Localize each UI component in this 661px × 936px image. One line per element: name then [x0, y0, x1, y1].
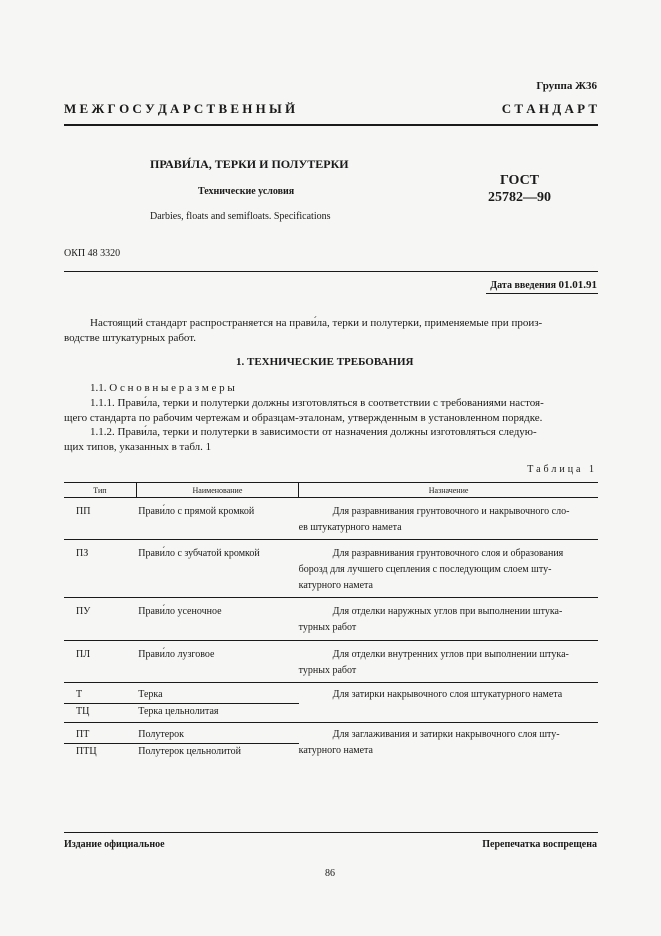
name-cell: Прави́ло усеночное: [138, 606, 222, 617]
header-type: Тип: [64, 483, 136, 498]
table-row: [64, 540, 598, 598]
purpose-cell-cont: катурного намета: [298, 580, 373, 591]
type-cell: ПТ: [76, 729, 90, 740]
type-cell: Т: [76, 689, 83, 700]
purpose-cell: Для заглаживания и затирки накрывочного слоя шту-: [332, 729, 560, 740]
date-underline: [486, 293, 598, 294]
name-cell: Прави́ло с зубчатой кромкой: [138, 548, 260, 559]
english-title: Darbies, floats and semifloats. Specifications: [150, 211, 331, 222]
types-table: [64, 482, 598, 763]
group-code: Группа Ж36: [536, 80, 597, 92]
standard-banner: [64, 101, 597, 117]
purpose-cell: Для затирки накрывочного слоя штукатурного намета: [332, 689, 563, 700]
document-subtitle: Технические условия: [198, 186, 295, 197]
clause-1-1-2-line-1: 1.1.2. Прави́ла, терки и полутерки в зависимости от назначения должны изготовляться следую-: [90, 426, 537, 438]
purpose-cell: Для разравнивания грунтовочного и накрывочного сло-: [332, 506, 570, 517]
banner-word-interstate: М Е Ж Г О С У Д А Р С Т В Е Н Н Ы Й: [64, 101, 296, 116]
purpose-cell-cont: турных работ: [298, 665, 357, 676]
purpose-cell-cont: борозд для лучшего сцепления с последующим слоем шту-: [298, 564, 552, 575]
type-cell: ТЦ: [64, 703, 136, 720]
name-cell: Терка цельнолитая: [136, 703, 298, 720]
page-number: 86: [325, 868, 335, 879]
name-cell: Полутерок цельнолитой: [136, 743, 298, 760]
type-cell: ПТЦ: [64, 743, 136, 760]
footer-rule: [64, 832, 598, 833]
purpose-cell-cont: ев штукатурного намета: [298, 522, 402, 533]
table-row: [64, 683, 598, 723]
type-cell: ПУ: [76, 606, 91, 617]
banner-word-standard: С Т А Н Д А Р Т: [501, 101, 597, 116]
clause-1-1-1-line-1: 1.1.1. Прави́ла, терки и полутерки должны изготовляться в соответствии с требованиями настоя-: [90, 397, 544, 409]
table-row: [64, 598, 598, 641]
okp-code: ОКП 48 3320: [64, 248, 121, 259]
table-header-row: [64, 483, 598, 498]
name-cell: Полутерок: [138, 729, 185, 740]
banner-rule: [64, 124, 598, 126]
purpose-cell-cont: катурного намета: [298, 745, 373, 756]
purpose-cell: Для отделки наружных углов при выполнении штука-: [332, 606, 563, 617]
effective-date: [490, 279, 597, 291]
purpose-cell: Для отделки внутренних углов при выполнении штука-: [332, 649, 569, 660]
header-rule: [64, 271, 598, 272]
table-row: [64, 723, 598, 763]
footer-reprint-prohibited: Перепечатка воспрещена: [482, 839, 597, 850]
table-row: [64, 498, 598, 540]
clause-1-1-1-line-2: щего стандарта по рабочим чертежам и образцам-эталонам, утвержденным в установленном порядке.: [64, 412, 543, 424]
type-cell: ПП: [76, 506, 91, 517]
intro-line-1: Настоящий стандарт распространяется на прави́ла, терки и полутерки, применяемые при произ-: [90, 317, 543, 329]
type-cell: ПЗ: [76, 548, 89, 559]
name-cell: Прави́ло с прямой кромкой: [138, 506, 255, 517]
name-cell: Терка: [138, 689, 163, 700]
date-value: 01.01.91: [558, 279, 597, 291]
header-purpose: Назначение: [299, 483, 598, 498]
clause-1-1: 1.1. О с н о в н ы е р а з м е р ы: [90, 382, 235, 394]
gost-designation: [488, 172, 551, 206]
table-caption: Таблица 1: [527, 464, 597, 475]
gost-label: ГОСТ: [499, 173, 540, 188]
footer-official-edition: Издание официальное: [64, 839, 165, 850]
header-name: Наименование: [136, 483, 298, 498]
name-cell: Прави́ло лузговое: [138, 649, 215, 660]
clause-1-1-2-line-2: щих типов, указанных в табл. 1: [64, 441, 212, 453]
purpose-cell: Для разравнивания грунтовочного слоя и образования: [332, 548, 564, 559]
date-label: Дата введения: [490, 280, 556, 291]
table-row: [64, 641, 598, 683]
intro-line-2: водстве штукатурных работ.: [64, 332, 197, 344]
purpose-cell-cont: турных работ: [298, 622, 357, 633]
gost-number: 25782—90: [488, 190, 551, 205]
section-title: 1. ТЕХНИЧЕСКИЕ ТРЕБОВАНИЯ: [236, 356, 414, 368]
document-title: ПРАВИ́ЛА, ТЕРКИ И ПОЛУТЕРКИ: [150, 157, 349, 171]
type-cell: ПЛ: [76, 649, 91, 660]
